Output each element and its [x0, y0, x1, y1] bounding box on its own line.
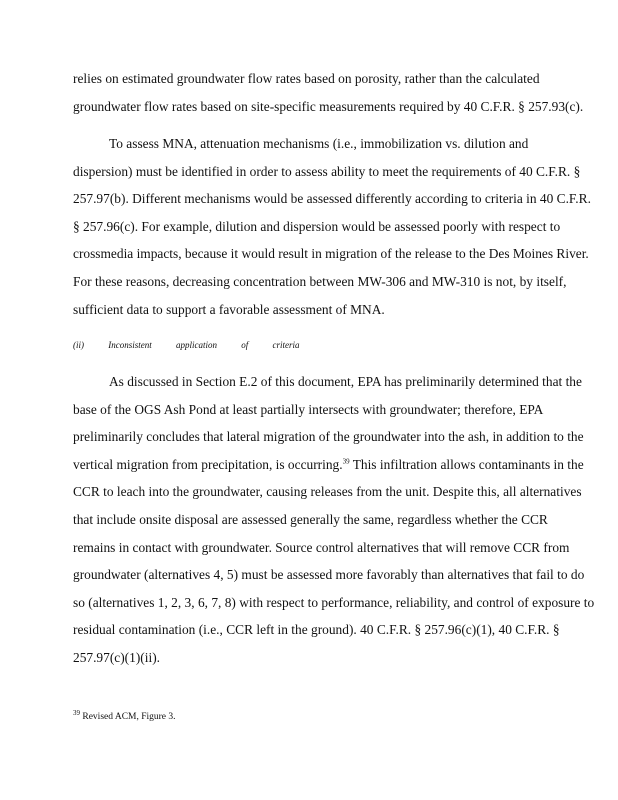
text-line: dispersion) must be identified in order to assess ability to meet the requirements of 40 C.F.R. §: [73, 163, 581, 179]
paragraph-inconsistent-application: [73, 368, 599, 672]
text-line: groundwater (alternatives 4, 5) must be assessed more favorably than alternatives that fail to do: [73, 567, 585, 583]
text-line: remains in contact with groundwater. Source control alternatives that will remove CCR from: [73, 539, 570, 555]
text-line: To assess MNA, attenuation mechanisms (i.e., immobilization vs. dilution and: [109, 136, 529, 151]
text-line: 257.97(c)(1)(ii).: [73, 649, 161, 665]
section-heading: (ii) Inconsistent application of criteria: [73, 340, 300, 350]
footnote: [73, 708, 176, 722]
text-line: base of the OGS Ash Pond at least partially intersects with groundwater; therefore, EPA: [73, 401, 544, 417]
text-segment: This infiltration allows contaminants in the: [349, 456, 584, 472]
text-line: For these reasons, decreasing concentration between MW-306 and MW-310 is not, by itself,: [73, 273, 567, 289]
text-line: § 257.96(c). For example, dilution and dispersion would be assessed poorly with respect to: [73, 218, 561, 234]
text-line: As discussed in Section E.2 of this document, EPA has preliminarily determined that the: [109, 374, 582, 389]
text-line: CCR to leach into the groundwater, causing releases from the unit. Despite this, all alternatives: [73, 484, 582, 500]
footnote-reference[interactable]: 39: [342, 457, 350, 466]
text-line: relies on estimated groundwater flow rates based on porosity, rather than the calculated: [73, 71, 540, 86]
text-line: [73, 451, 599, 479]
text-line: so (alternatives 1, 2, 3, 6, 7, 8) with respect to performance, reliability, and control of exposure to: [73, 594, 595, 610]
paragraph-porosity: [73, 65, 599, 120]
text-line: groundwater flow rates based on site-specific measurements required by 40 C.F.R. § 257.93(c).: [73, 98, 584, 114]
footnote-number: 39: [73, 708, 80, 717]
text-line: residual contamination (i.e., CCR left in the ground). 40 C.F.R. § 257.96(c)(1), 40 C.F.R. §: [73, 622, 560, 638]
text-segment: vertical migration from precipitation, is occurring.: [73, 456, 343, 472]
footnote-text: Revised ACM, Figure 3.: [80, 712, 176, 722]
text-line: sufficient data to support a favorable assessment of MNA.: [73, 301, 385, 317]
text-line: crossmedia impacts, because it would result in migration of the release to the Des Moines River.: [73, 246, 589, 262]
text-line: that include onsite disposal are assessed generally the same, regardless whether the CCR: [73, 511, 548, 527]
text-line: preliminarily concludes that lateral migration of the groundwater into the ash, in addition to the: [73, 429, 584, 445]
paragraph-mna: [73, 130, 599, 323]
text-line: 257.97(b). Different mechanisms would be assessed differently according to criteria in 40 C.F.R.: [73, 191, 591, 207]
